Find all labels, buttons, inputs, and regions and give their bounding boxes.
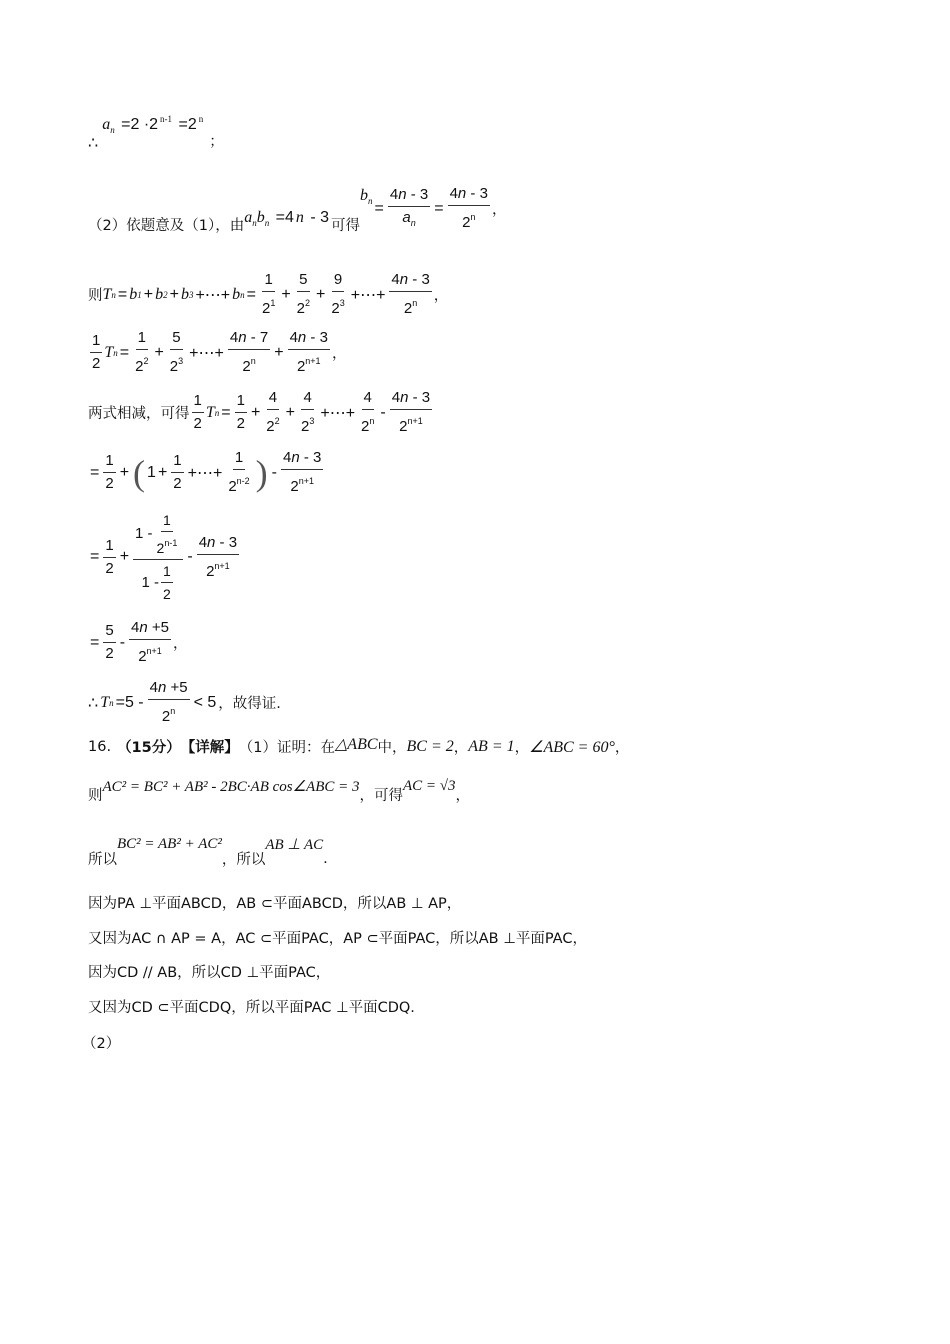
- line-pythagoras: [88, 834, 328, 868]
- part2-intro: （2）依题意及（1），由: [88, 218, 245, 234]
- suoyi-label-2: ，所以: [221, 852, 266, 868]
- kede-label: 可得: [331, 218, 361, 234]
- anbn-expr: $a_nb_n =4$ n - 3: [244, 209, 330, 228]
- ac-value: AC = √3: [403, 778, 456, 794]
- line-ab-perp-pac: 又因为AC ∩ AP = A，AC ⊂平面PAC，AP ⊂平面PAC，所以AB ⊥平面PAC，: [88, 931, 587, 947]
- line-cosine-law: [88, 776, 471, 804]
- comma: ，: [331, 346, 347, 362]
- question-number: 16.: [88, 738, 112, 755]
- ze-label: 则: [88, 788, 103, 804]
- conclusion-expr: T n =5 - $\frac{4n +5}{2^n}$ < 5: [100, 679, 217, 725]
- ab-value: AB = 1: [468, 737, 515, 755]
- detail-tag: 【详解】: [180, 740, 239, 756]
- kede-label: ，可得: [359, 788, 404, 804]
- line-part2: （2）: [82, 1036, 121, 1052]
- comma: ，: [453, 740, 469, 756]
- line-pa-perp: 因为PA ⊥平面ABCD，AB ⊂平面ABCD，所以AB ⊥ AP，: [88, 896, 462, 912]
- line-geometric: [88, 448, 325, 497]
- semicolon: ；: [209, 134, 224, 150]
- line-plane-perp: 又因为CD ⊂平面CDQ，所以平面PAC ⊥平面CDQ.: [88, 1000, 415, 1016]
- line-q16-header: [88, 736, 629, 757]
- line-subtract: [88, 388, 434, 437]
- pythagoras-expr: BC² = AB² + AC²: [117, 836, 222, 852]
- comma: ，: [491, 202, 507, 218]
- suoyi-label: 所以: [88, 852, 117, 868]
- comma: ，: [614, 740, 630, 756]
- subtract-label: 两式相减，可得: [88, 406, 190, 422]
- bn-expr: $b_n$ = $\frac{4n - 3}{a_n}$ = $\frac{4n - 3}{2^n}$: [360, 185, 488, 231]
- comma: ，: [514, 740, 530, 756]
- subtract-expr: $\frac{1}{2}$ T n = $\frac{1}{2}$ + $\frac{4}{2^2}$ + $\frac{4}{2^3}$ +⋯+ $\frac{4}{2^n}$ - $\frac{4n - 3}{2^{n+1}}$: [193, 389, 431, 435]
- proven-text: ，故得证.: [218, 696, 281, 712]
- an-formula: $a_n =2 \cdot 2$ $^{n-1}$ =2 $^n$: [102, 114, 204, 135]
- bc-value: BC = 2: [406, 737, 454, 755]
- comma: ，: [455, 788, 471, 804]
- geometric-expr: = $\frac{1}{2}$ + ( 1 + $\frac{1}{2}$ +⋯+ $\frac{1}{2^{n-2}}$ ) - $\frac{4n - 3}{2^{n+1}}$: [90, 449, 322, 495]
- angle-value: ∠ABC = 60°: [529, 738, 615, 756]
- line-an-result: [88, 114, 224, 152]
- half-Tn-expr: $\frac{1}{2}$ T n = $\frac{1}{2^2}$ + $\frac{5}{2^3}$ +⋯+ $\frac{4n - 7}{2^n}$ + $\frac{4n - 3}{2^{n+1}}$: [92, 329, 328, 375]
- line-half-Tn: [88, 328, 346, 377]
- Tn-sum-expr: T n = b 1 + b 2 + b 3 +⋯+ b n = $\frac{1}{2^1}$ + $\frac{5}{2^2}$ + $\frac{9}{2^3}$ +⋯+ $\frac{4n - 3}{2^n}$: [102, 271, 430, 317]
- comma: ，: [433, 288, 449, 304]
- line-Tn-sum: [88, 270, 448, 319]
- line-simplified: [88, 618, 187, 667]
- sum-formula-expr: = $\frac{1}{2}$ + 1 - $\frac{1}{2^{n-1}}$ 1 - $\frac{1}{2}$ - $\frac{4n - 3}{2^{n+1}}$: [90, 512, 238, 602]
- proof-intro: （1）证明：在: [238, 740, 335, 756]
- therefore-symbol: ∴: [88, 694, 99, 712]
- ze-label: 则: [88, 288, 103, 304]
- line-conclusion: [88, 678, 281, 727]
- zhong-label: 中，: [377, 740, 407, 756]
- line-bn-derivation: [88, 184, 506, 233]
- triangle-abc: △ABC: [334, 735, 378, 753]
- line-sum-formula: [88, 510, 241, 604]
- simplified-expr: = $\frac{5}{2}$ - $\frac{4n +5}{2^{n+1}}$: [90, 619, 169, 665]
- question-score: （15分）: [117, 740, 181, 756]
- perp-expr: AB ⊥ AC: [265, 837, 324, 853]
- cosine-law-expr: AC² = BC² + AB² - 2BC·AB cos∠ABC = 3: [102, 779, 360, 795]
- line-cd-perp-pac: 因为CD // AB，所以CD ⊥平面PAC，: [88, 965, 331, 981]
- period: .: [323, 850, 328, 867]
- therefore-symbol: ∴: [88, 134, 99, 152]
- comma: ，: [172, 636, 188, 652]
